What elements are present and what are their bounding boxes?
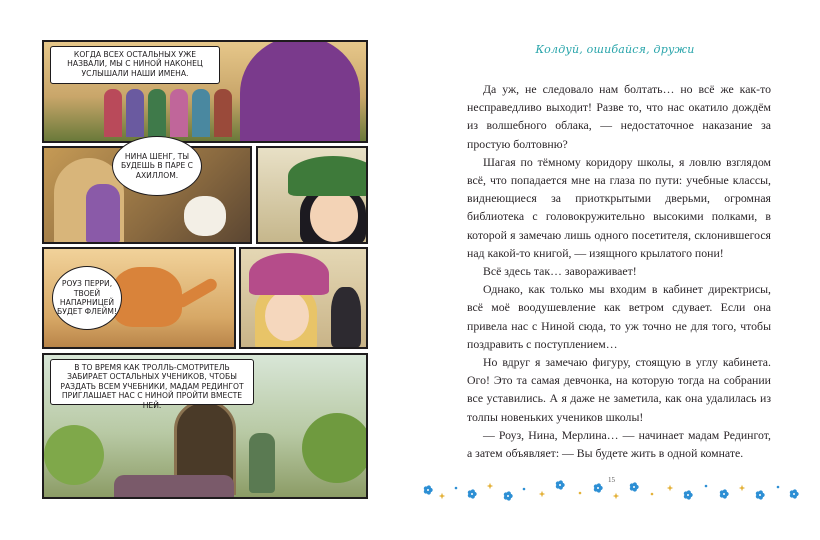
student-figure [214,89,232,137]
star-icon [439,493,445,499]
paragraph: Шагая по тёмному коридору школы, я ловлю взглядом всё, что попадается мне на глаза по пути: учебные классы, виднеющиеся за приоткрытыми дверьми, огромная библиотека с головокружительно высокими полками, в которой я замечаю лишь одного посетителя, склонившегося над какой-то книгой, — изящного крылатого пони! [467,154,771,260]
flower-icon [594,483,603,492]
speech-bubble-rose [52,266,122,330]
ornament-pattern [424,480,799,500]
comic-panel-3 [256,146,368,244]
pink-witch-hat-illustration [249,253,329,295]
star-icon [487,483,493,489]
paragraph: Однако, как только мы входим в кабинет директрисы, всё моё воодушевление как ветром сдувает. Если она привела нас с Ниной сюда, то уж точно не для того, чтобы поздравить с поступлением… [467,282,771,351]
speech-bubble-text: РОУЗ ПЕРРИ, ТВОЕЙ НАПАРНИЦЕЙ БУДЕТ ФЛЕЙМ! [57,279,117,317]
star-ornament-border [420,476,805,510]
running-head: Колдуй, ошибайся, дружи [535,43,695,56]
nina-background-figure [331,287,361,347]
star-icon [667,485,673,491]
student-figure [126,89,144,137]
students-crowd-illustration [114,475,234,499]
paragraph: Но вдруг я замечаю фигуру, стоящую в углу кабинета. Ого! Это та самая девчонка, на которую тогда на собрании все уставились. А я даже не заметила, как она удалилась из толпы новеньких учеников школы! [467,355,771,424]
comic-caption-2: В ТО ВРЕМЯ КАК ТРОЛЛЬ-СМОТРИТЕЛЬ ЗАБИРАЕТ ОСТАЛЬНЫХ УЧЕНИКОВ, ЧТОБЫ РАЗДАТЬ ВСЕМ УЧЕБНИКИ, МАДАМ РЕДИНГОТ ПРИГЛАШАЕТ НАС С НИНОЙ ПРОЙТИ ВМЕСТЕ НЕЙ. [50,359,254,405]
tree-illustration [44,425,104,485]
green-witch-hat-illustration [288,156,368,196]
dot-icon [455,487,458,490]
student-figure [170,89,188,137]
flower-icon [556,480,565,489]
body-text [467,80,771,462]
dot-icon [705,485,708,488]
speech-bubble-text: НИНА ШЕНГ, ТЫ БУДЕШЬ В ПАРЕ С АХИЛЛОМ. [121,151,193,180]
paragraph: Да уж, не следовало нам болтать… но всё же как-то несправедливо выходит! Разве то, что нас окатило дождём из волшебного облака, — недостаточное наказание за простую болтовню? [467,82,771,151]
student-figure [104,89,122,137]
page-number: 15 [608,476,615,484]
star-icon [613,493,619,499]
dot-icon [579,492,582,495]
flower-icon [790,489,799,498]
dot-icon [651,493,654,496]
student-figure [192,89,210,137]
troll-keeper-illustration [249,433,275,493]
rose-face-illustration [265,291,309,341]
student-figure [148,89,166,137]
flame-cat-illustration [112,267,182,327]
speech-bubble-teacher [112,136,202,196]
paragraph: — Роуз, Нина, Мерлина… — начинает мадам Редингот, а затем объявляет: — Вы будете жить в одной комнате. [467,427,771,461]
flower-icon [504,491,513,500]
tree-illustration [302,413,368,483]
teacher-figure [86,184,120,242]
comic-panel-5 [239,247,368,349]
dot-icon [777,486,780,489]
flower-icon [720,489,729,498]
flower-icon [630,482,639,491]
nina-face-illustration [310,190,358,242]
comic-caption-1: КОГДА ВСЕХ ОСТАЛЬНЫХ УЖЕ НАЗВАЛИ, МЫ С НИНОЙ НАКОНЕЦ УСЛЫШАЛИ НАШИ ИМЕНА. [50,46,220,84]
text-page [410,0,820,540]
flower-icon [468,489,477,498]
dot-icon [523,488,526,491]
flower-icon [684,490,693,499]
star-icon [539,491,545,497]
star-icon [739,485,745,491]
flower-icon [424,485,433,494]
paragraph: Всё здесь так… завораживает! [483,264,637,279]
flower-icon [756,490,765,499]
purple-cloak-illustration [240,40,360,143]
cat-familiar-illustration [184,196,226,236]
